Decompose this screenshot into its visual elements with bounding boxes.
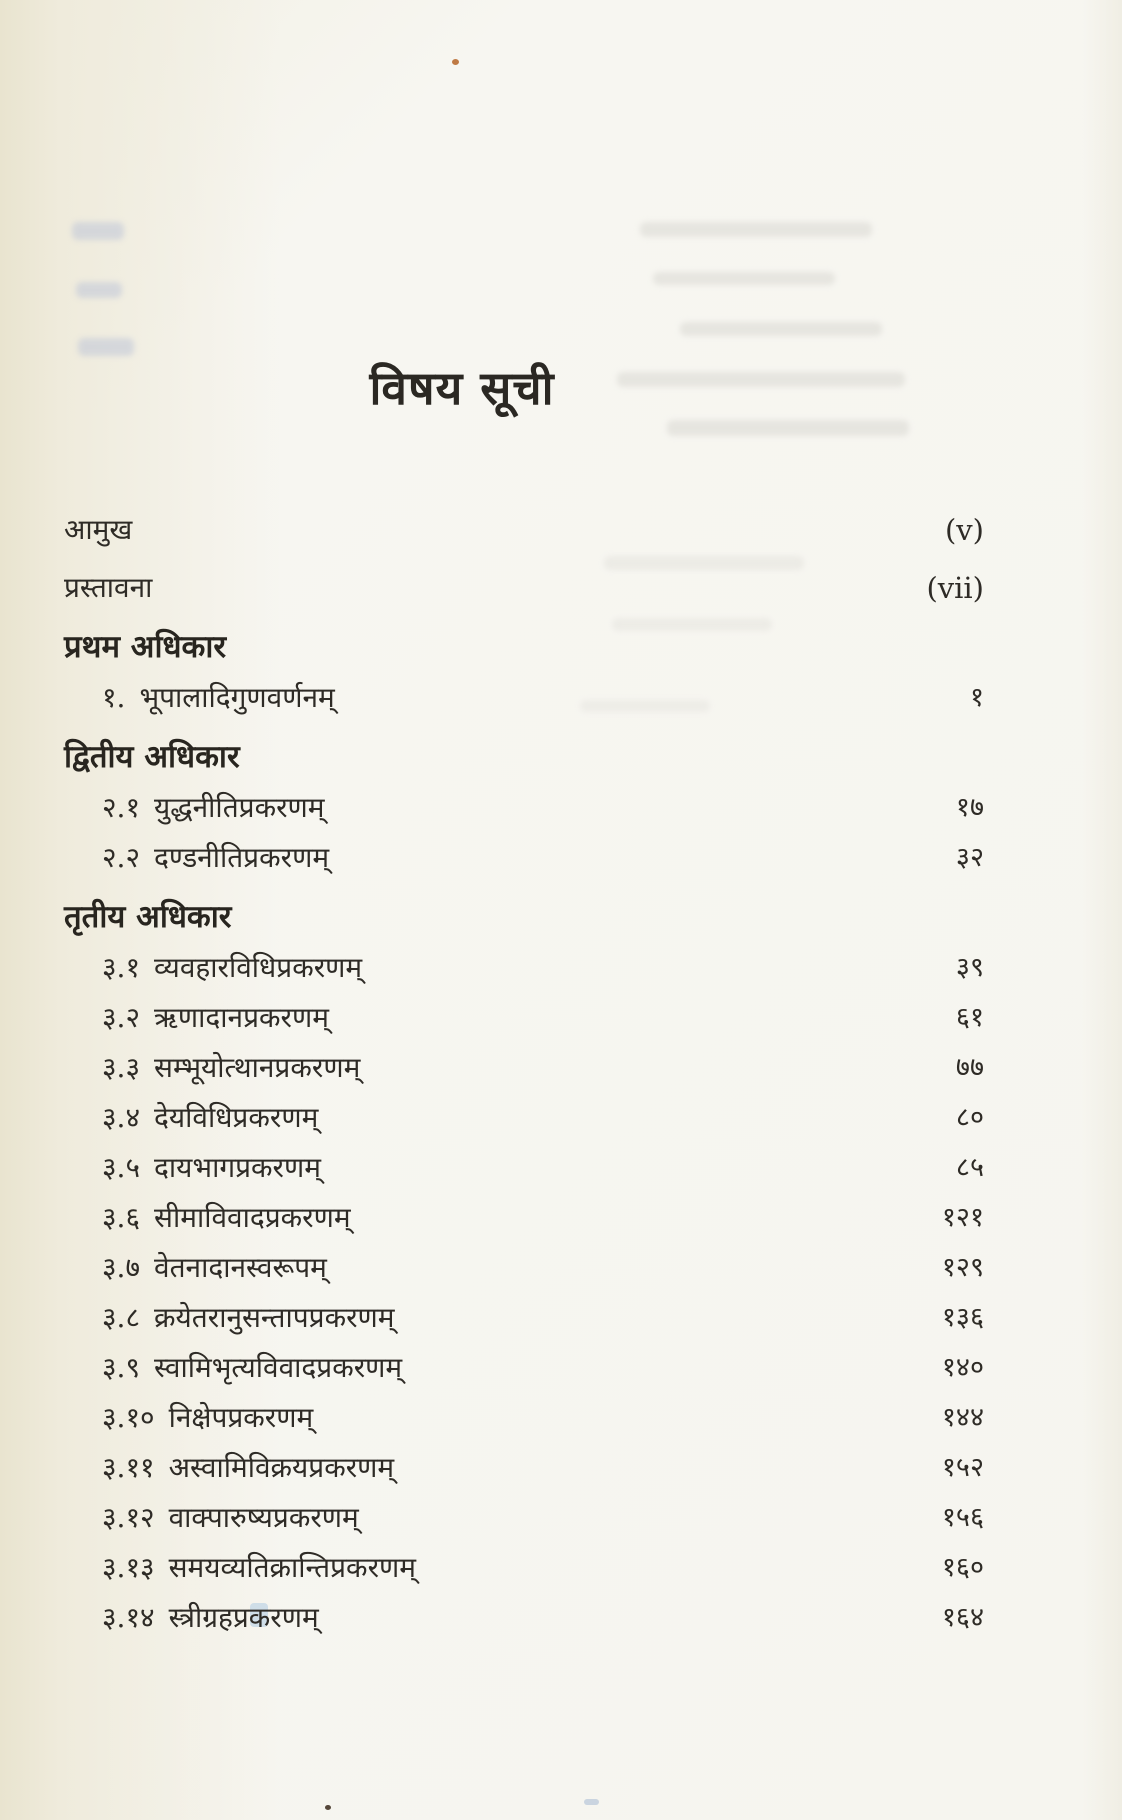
entry-number: ३.१३	[102, 1551, 155, 1584]
page-number: ३२	[955, 842, 984, 873]
page-number: ८०	[955, 1102, 984, 1133]
front-matter-row	[64, 563, 984, 613]
entry-title: युद्धनीतिप्रकरणम्	[154, 791, 325, 824]
entry-title: वेतनादानस्वरूपम्	[154, 1251, 327, 1284]
page-number: १	[969, 682, 984, 713]
toc-entry-row	[64, 1343, 984, 1393]
section-heading-row	[64, 621, 984, 673]
toc-entry-row	[64, 1043, 984, 1093]
bleed-through-artifact	[72, 222, 124, 240]
toc-entry-row	[64, 1593, 984, 1643]
entry-title: ऋणादानप्रकरणम्	[154, 1001, 329, 1034]
bleed-through-artifact	[680, 322, 882, 336]
toc-entry-row	[64, 1143, 984, 1193]
bleed-through-artifact	[76, 282, 122, 298]
paper-speck	[452, 59, 459, 65]
entry-number: ३.७	[102, 1251, 141, 1284]
page-number: ६१	[955, 1002, 984, 1033]
entry-title: स्वामिभृत्यविवादप्रकरणम्	[154, 1351, 403, 1384]
toc-entry-row	[64, 1443, 984, 1493]
page-number: १३६	[941, 1302, 984, 1333]
entry-title: देयविधिप्रकरणम्	[154, 1101, 319, 1134]
entry-number: ३.९	[102, 1351, 141, 1384]
section-heading: द्वितीय अधिकार	[64, 739, 240, 775]
paper-speck	[325, 1805, 331, 1810]
front-matter-row	[64, 505, 984, 555]
toc-entry-row	[64, 1493, 984, 1543]
entry-title: भूपालादिगुणवर्णनम्	[139, 681, 335, 714]
entry-number: ३.५	[102, 1151, 141, 1184]
section-heading-row	[64, 891, 984, 943]
ink-smudge	[584, 1799, 599, 1805]
section-heading-row	[64, 731, 984, 783]
entry-title: स्त्रीग्रहप्रकरणम्	[168, 1601, 319, 1634]
entry-number: ३.३	[102, 1051, 141, 1084]
table-of-contents	[64, 505, 984, 1643]
entry-number: ३.१२	[102, 1501, 155, 1534]
toc-entry-row	[64, 1293, 984, 1343]
toc-entry-row	[64, 993, 984, 1043]
entry-number: १.	[102, 681, 126, 714]
entry-number: ३.१	[102, 951, 141, 984]
page-number: ३९	[955, 952, 984, 983]
page-number: ७७	[955, 1052, 984, 1083]
entry-number: ३.८	[102, 1301, 141, 1334]
entry-title: सीमाविवादप्रकरणम्	[154, 1201, 351, 1234]
toc-entry-row	[64, 1543, 984, 1593]
page-number: १४०	[941, 1352, 984, 1383]
page-number: (v)	[944, 513, 984, 547]
toc-entry-row	[64, 1393, 984, 1443]
section-heading: तृतीय अधिकार	[64, 899, 232, 935]
entry-title: निक्षेपप्रकरणम्	[168, 1401, 314, 1434]
page-number: (vii)	[926, 571, 984, 605]
entry-number: २.१	[102, 791, 141, 824]
entry-title: दण्डनीतिप्रकरणम्	[154, 841, 330, 874]
entry-title: वाक्पारुष्यप्रकरणम्	[168, 1501, 359, 1534]
page-number: १७	[955, 792, 984, 823]
bleed-through-artifact	[78, 338, 134, 356]
entry-number: ३.६	[102, 1201, 141, 1234]
entry-number: ३.२	[102, 1001, 141, 1034]
entry-title: सम्भूयोत्थानप्रकरणम्	[154, 1051, 361, 1084]
entry-number: ३.११	[102, 1451, 155, 1484]
page-number: १२१	[941, 1202, 984, 1233]
bleed-through-artifact	[653, 272, 835, 285]
page-number: १४४	[941, 1402, 984, 1433]
page-number: १२९	[941, 1252, 984, 1283]
toc-entry-row	[64, 833, 984, 883]
bleed-through-artifact	[667, 420, 909, 436]
toc-entry-row	[64, 673, 984, 723]
page-number: ८५	[955, 1152, 984, 1183]
toc-entry-row	[64, 1193, 984, 1243]
section-heading: प्रथम अधिकार	[64, 629, 227, 665]
toc-entry-row	[64, 1093, 984, 1143]
page-number: १६०	[941, 1552, 984, 1583]
page-number: १५६	[941, 1502, 984, 1533]
entry-number: ३.१०	[102, 1401, 155, 1434]
page-title: विषय सूची	[369, 361, 555, 415]
bleed-through-artifact	[640, 222, 872, 237]
entry-title: दायभागप्रकरणम्	[154, 1151, 321, 1184]
toc-entry-row	[64, 783, 984, 833]
entry-title: व्यवहारविधिप्रकरणम्	[154, 951, 363, 984]
front-matter-label: प्रस्तावना	[64, 571, 153, 604]
front-matter-label: आमुख	[64, 513, 133, 546]
page-number: १६४	[941, 1602, 984, 1633]
entry-number: ३.१४	[102, 1601, 155, 1634]
entry-number: ३.४	[102, 1101, 141, 1134]
entry-number: २.२	[102, 841, 141, 874]
entry-title: क्रयेतरानुसन्तापप्रकरणम्	[154, 1301, 395, 1334]
toc-entry-row	[64, 1243, 984, 1293]
entry-title: समयव्यतिक्रान्तिप्रकरणम्	[168, 1551, 417, 1584]
entry-title: अस्वामिविक्रयप्रकरणम्	[168, 1451, 395, 1484]
toc-entry-row	[64, 943, 984, 993]
page-number: १५२	[941, 1452, 984, 1483]
